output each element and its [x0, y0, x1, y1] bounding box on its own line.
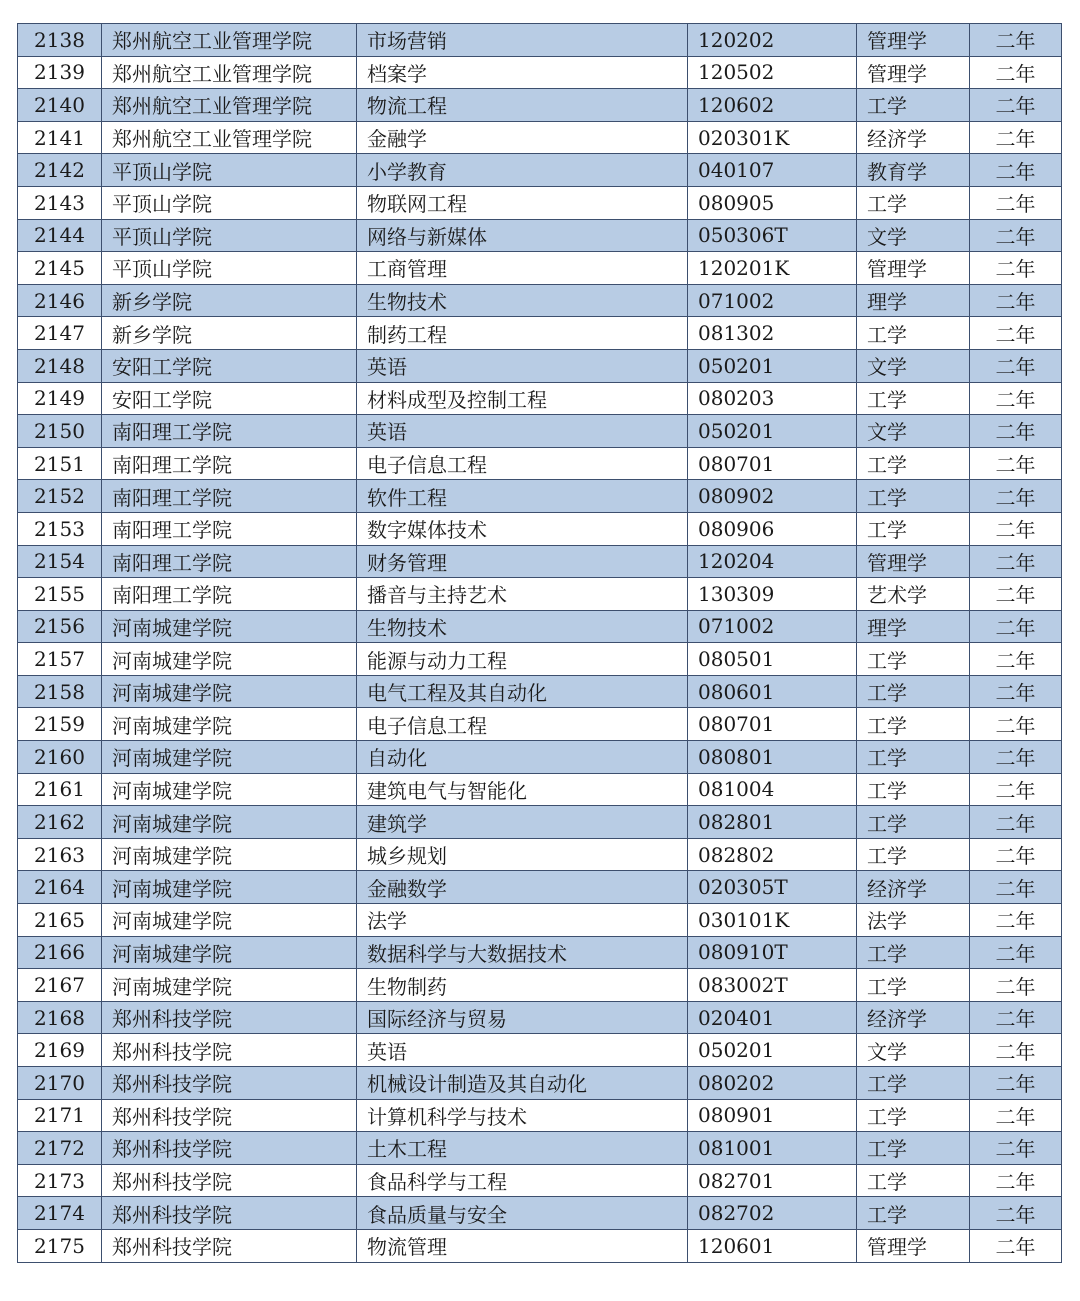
school-name-cell: 平顶山学院: [102, 252, 357, 285]
major-name-cell: 自动化: [357, 741, 688, 774]
major-name-cell: 土木工程: [357, 1132, 688, 1165]
row-number-cell: 2148: [18, 349, 102, 382]
major-code-cell: 080501: [688, 643, 857, 676]
study-years-cell: 二年: [970, 121, 1062, 154]
school-name-cell: 郑州航空工业管理学院: [102, 121, 357, 154]
row-number-cell: 2147: [18, 317, 102, 350]
discipline-cell: 理学: [857, 284, 970, 317]
major-code-cell: 040107: [688, 154, 857, 187]
discipline-cell: 工学: [857, 1099, 970, 1132]
major-code-cell: 020305T: [688, 871, 857, 904]
study-years-cell: 二年: [970, 1001, 1062, 1034]
table-row: [18, 1197, 1062, 1230]
row-number-cell: 2171: [18, 1099, 102, 1132]
row-number-cell: 2145: [18, 252, 102, 285]
table-row: [18, 545, 1062, 578]
school-name-cell: 郑州科技学院: [102, 1197, 357, 1230]
study-years-cell: 二年: [970, 643, 1062, 676]
table-row: [18, 284, 1062, 317]
major-code-cell: 071002: [688, 610, 857, 643]
discipline-cell: 工学: [857, 1164, 970, 1197]
study-years-cell: 二年: [970, 741, 1062, 774]
table-row: [18, 154, 1062, 187]
major-name-cell: 数字媒体技术: [357, 512, 688, 545]
major-name-cell: 城乡规划: [357, 838, 688, 871]
study-years-cell: 二年: [970, 24, 1062, 57]
major-code-cell: 020301K: [688, 121, 857, 154]
table-row: [18, 480, 1062, 513]
row-number-cell: 2141: [18, 121, 102, 154]
row-number-cell: 2167: [18, 969, 102, 1002]
study-years-cell: 二年: [970, 56, 1062, 89]
school-name-cell: 河南城建学院: [102, 741, 357, 774]
discipline-cell: 管理学: [857, 24, 970, 57]
major-name-cell: 小学教育: [357, 154, 688, 187]
study-years-cell: 二年: [970, 904, 1062, 937]
row-number-cell: 2166: [18, 936, 102, 969]
major-code-cell: 082801: [688, 806, 857, 839]
major-name-cell: 网络与新媒体: [357, 219, 688, 252]
major-code-cell: 050306T: [688, 219, 857, 252]
school-name-cell: 郑州科技学院: [102, 1132, 357, 1165]
school-name-cell: 河南城建学院: [102, 838, 357, 871]
study-years-cell: 二年: [970, 578, 1062, 611]
discipline-cell: 工学: [857, 708, 970, 741]
major-code-cell: 080601: [688, 675, 857, 708]
row-number-cell: 2163: [18, 838, 102, 871]
discipline-cell: 管理学: [857, 56, 970, 89]
major-code-cell: 082701: [688, 1164, 857, 1197]
discipline-cell: 工学: [857, 512, 970, 545]
major-name-cell: 英语: [357, 1034, 688, 1067]
study-years-cell: 二年: [970, 1229, 1062, 1262]
major-name-cell: 档案学: [357, 56, 688, 89]
major-code-cell: 080905: [688, 186, 857, 219]
major-code-cell: 080701: [688, 447, 857, 480]
major-name-cell: 电气工程及其自动化: [357, 675, 688, 708]
discipline-cell: 工学: [857, 741, 970, 774]
table-row: [18, 708, 1062, 741]
major-code-cell: 050201: [688, 349, 857, 382]
major-code-cell: 120502: [688, 56, 857, 89]
study-years-cell: 二年: [970, 89, 1062, 122]
table-row: [18, 1067, 1062, 1100]
school-name-cell: 郑州科技学院: [102, 1164, 357, 1197]
study-years-cell: 二年: [970, 806, 1062, 839]
table-row: [18, 1132, 1062, 1165]
row-number-cell: 2149: [18, 382, 102, 415]
major-name-cell: 国际经济与贸易: [357, 1001, 688, 1034]
study-years-cell: 二年: [970, 382, 1062, 415]
school-name-cell: 新乡学院: [102, 317, 357, 350]
table-row: [18, 415, 1062, 448]
row-number-cell: 2174: [18, 1197, 102, 1230]
major-name-cell: 生物制药: [357, 969, 688, 1002]
study-years-cell: 二年: [970, 708, 1062, 741]
table-row: [18, 904, 1062, 937]
discipline-cell: 文学: [857, 1034, 970, 1067]
school-name-cell: 河南城建学院: [102, 871, 357, 904]
study-years-cell: 二年: [970, 186, 1062, 219]
study-years-cell: 二年: [970, 1034, 1062, 1067]
major-code-cell: 080801: [688, 741, 857, 774]
major-name-cell: 软件工程: [357, 480, 688, 513]
table-row: [18, 1099, 1062, 1132]
school-name-cell: 郑州科技学院: [102, 1099, 357, 1132]
school-name-cell: 河南城建学院: [102, 936, 357, 969]
school-name-cell: 安阳工学院: [102, 382, 357, 415]
row-number-cell: 2156: [18, 610, 102, 643]
major-name-cell: 数据科学与大数据技术: [357, 936, 688, 969]
table-row: [18, 121, 1062, 154]
discipline-cell: 文学: [857, 219, 970, 252]
discipline-cell: 工学: [857, 838, 970, 871]
discipline-cell: 工学: [857, 382, 970, 415]
row-number-cell: 2168: [18, 1001, 102, 1034]
study-years-cell: 二年: [970, 1197, 1062, 1230]
discipline-cell: 教育学: [857, 154, 970, 187]
major-name-cell: 英语: [357, 349, 688, 382]
major-name-cell: 金融学: [357, 121, 688, 154]
row-number-cell: 2154: [18, 545, 102, 578]
major-name-cell: 工商管理: [357, 252, 688, 285]
discipline-cell: 经济学: [857, 1001, 970, 1034]
discipline-cell: 工学: [857, 447, 970, 480]
major-code-cell: 120202: [688, 24, 857, 57]
row-number-cell: 2153: [18, 512, 102, 545]
discipline-cell: 法学: [857, 904, 970, 937]
major-name-cell: 金融数学: [357, 871, 688, 904]
table-row: [18, 578, 1062, 611]
row-number-cell: 2160: [18, 741, 102, 774]
major-code-cell: 081001: [688, 1132, 857, 1165]
study-years-cell: 二年: [970, 512, 1062, 545]
school-name-cell: 平顶山学院: [102, 186, 357, 219]
table-row: [18, 1164, 1062, 1197]
table-row: [18, 969, 1062, 1002]
major-name-cell: 物联网工程: [357, 186, 688, 219]
discipline-cell: 工学: [857, 1067, 970, 1100]
school-name-cell: 郑州航空工业管理学院: [102, 24, 357, 57]
row-number-cell: 2150: [18, 415, 102, 448]
discipline-cell: 工学: [857, 969, 970, 1002]
discipline-cell: 工学: [857, 186, 970, 219]
discipline-cell: 工学: [857, 936, 970, 969]
table-row: [18, 773, 1062, 806]
discipline-cell: 工学: [857, 675, 970, 708]
major-name-cell: 生物技术: [357, 284, 688, 317]
study-years-cell: 二年: [970, 936, 1062, 969]
table-row: [18, 252, 1062, 285]
table-row: [18, 741, 1062, 774]
school-name-cell: 南阳理工学院: [102, 415, 357, 448]
study-years-cell: 二年: [970, 969, 1062, 1002]
discipline-cell: 经济学: [857, 871, 970, 904]
study-years-cell: 二年: [970, 154, 1062, 187]
major-name-cell: 法学: [357, 904, 688, 937]
row-number-cell: 2140: [18, 89, 102, 122]
school-name-cell: 郑州科技学院: [102, 1229, 357, 1262]
school-name-cell: 河南城建学院: [102, 643, 357, 676]
discipline-cell: 工学: [857, 480, 970, 513]
table-row: [18, 382, 1062, 415]
major-name-cell: 英语: [357, 415, 688, 448]
table-row: [18, 56, 1062, 89]
major-name-cell: 食品质量与安全: [357, 1197, 688, 1230]
major-code-cell: 080701: [688, 708, 857, 741]
major-code-cell: 080906: [688, 512, 857, 545]
table-row: [18, 24, 1062, 57]
program-table-container: [17, 23, 1062, 1263]
table-row: [18, 610, 1062, 643]
school-name-cell: 南阳理工学院: [102, 512, 357, 545]
school-name-cell: 南阳理工学院: [102, 578, 357, 611]
major-code-cell: 080202: [688, 1067, 857, 1100]
discipline-cell: 文学: [857, 349, 970, 382]
row-number-cell: 2152: [18, 480, 102, 513]
study-years-cell: 二年: [970, 219, 1062, 252]
major-name-cell: 物流管理: [357, 1229, 688, 1262]
table-row: [18, 512, 1062, 545]
row-number-cell: 2162: [18, 806, 102, 839]
study-years-cell: 二年: [970, 415, 1062, 448]
study-years-cell: 二年: [970, 610, 1062, 643]
row-number-cell: 2155: [18, 578, 102, 611]
major-code-cell: 080203: [688, 382, 857, 415]
major-name-cell: 计算机科学与技术: [357, 1099, 688, 1132]
discipline-cell: 工学: [857, 317, 970, 350]
school-name-cell: 南阳理工学院: [102, 480, 357, 513]
school-name-cell: 平顶山学院: [102, 154, 357, 187]
major-code-cell: 081302: [688, 317, 857, 350]
table-row: [18, 349, 1062, 382]
discipline-cell: 工学: [857, 773, 970, 806]
study-years-cell: 二年: [970, 317, 1062, 350]
row-number-cell: 2143: [18, 186, 102, 219]
school-name-cell: 郑州航空工业管理学院: [102, 56, 357, 89]
discipline-cell: 经济学: [857, 121, 970, 154]
discipline-cell: 管理学: [857, 545, 970, 578]
discipline-cell: 理学: [857, 610, 970, 643]
row-number-cell: 2157: [18, 643, 102, 676]
major-code-cell: 120204: [688, 545, 857, 578]
row-number-cell: 2161: [18, 773, 102, 806]
table-row: [18, 1229, 1062, 1262]
row-number-cell: 2138: [18, 24, 102, 57]
study-years-cell: 二年: [970, 1164, 1062, 1197]
major-name-cell: 市场营销: [357, 24, 688, 57]
major-name-cell: 建筑电气与智能化: [357, 773, 688, 806]
row-number-cell: 2158: [18, 675, 102, 708]
major-name-cell: 制药工程: [357, 317, 688, 350]
row-number-cell: 2151: [18, 447, 102, 480]
table-row: [18, 186, 1062, 219]
table-row: [18, 936, 1062, 969]
major-code-cell: 080910T: [688, 936, 857, 969]
major-code-cell: 082702: [688, 1197, 857, 1230]
study-years-cell: 二年: [970, 773, 1062, 806]
row-number-cell: 2146: [18, 284, 102, 317]
major-name-cell: 物流工程: [357, 89, 688, 122]
school-name-cell: 河南城建学院: [102, 969, 357, 1002]
major-code-cell: 030101K: [688, 904, 857, 937]
school-name-cell: 郑州科技学院: [102, 1034, 357, 1067]
table-row: [18, 806, 1062, 839]
row-number-cell: 2164: [18, 871, 102, 904]
school-name-cell: 河南城建学院: [102, 675, 357, 708]
row-number-cell: 2144: [18, 219, 102, 252]
major-code-cell: 081004: [688, 773, 857, 806]
major-code-cell: 120602: [688, 89, 857, 122]
school-name-cell: 新乡学院: [102, 284, 357, 317]
major-code-cell: 050201: [688, 415, 857, 448]
major-name-cell: 建筑学: [357, 806, 688, 839]
discipline-cell: 管理学: [857, 1229, 970, 1262]
table-row: [18, 643, 1062, 676]
study-years-cell: 二年: [970, 838, 1062, 871]
school-name-cell: 南阳理工学院: [102, 545, 357, 578]
major-name-cell: 机械设计制造及其自动化: [357, 1067, 688, 1100]
major-name-cell: 电子信息工程: [357, 447, 688, 480]
major-name-cell: 财务管理: [357, 545, 688, 578]
school-name-cell: 郑州科技学院: [102, 1067, 357, 1100]
school-name-cell: 河南城建学院: [102, 773, 357, 806]
table-body: [18, 24, 1062, 1263]
school-name-cell: 河南城建学院: [102, 806, 357, 839]
major-code-cell: 120601: [688, 1229, 857, 1262]
study-years-cell: 二年: [970, 480, 1062, 513]
school-name-cell: 南阳理工学院: [102, 447, 357, 480]
row-number-cell: 2139: [18, 56, 102, 89]
major-name-cell: 生物技术: [357, 610, 688, 643]
discipline-cell: 工学: [857, 1197, 970, 1230]
study-years-cell: 二年: [970, 1132, 1062, 1165]
table-row: [18, 317, 1062, 350]
major-name-cell: 能源与动力工程: [357, 643, 688, 676]
row-number-cell: 2169: [18, 1034, 102, 1067]
table-row: [18, 89, 1062, 122]
discipline-cell: 工学: [857, 643, 970, 676]
school-name-cell: 郑州航空工业管理学院: [102, 89, 357, 122]
major-code-cell: 080902: [688, 480, 857, 513]
program-table: [17, 23, 1062, 1263]
row-number-cell: 2165: [18, 904, 102, 937]
study-years-cell: 二年: [970, 349, 1062, 382]
school-name-cell: 郑州科技学院: [102, 1001, 357, 1034]
row-number-cell: 2159: [18, 708, 102, 741]
discipline-cell: 工学: [857, 89, 970, 122]
study-years-cell: 二年: [970, 252, 1062, 285]
row-number-cell: 2142: [18, 154, 102, 187]
major-code-cell: 083002T: [688, 969, 857, 1002]
major-code-cell: 120201K: [688, 252, 857, 285]
major-code-cell: 071002: [688, 284, 857, 317]
study-years-cell: 二年: [970, 675, 1062, 708]
discipline-cell: 工学: [857, 1132, 970, 1165]
school-name-cell: 平顶山学院: [102, 219, 357, 252]
discipline-cell: 管理学: [857, 252, 970, 285]
major-code-cell: 050201: [688, 1034, 857, 1067]
study-years-cell: 二年: [970, 1099, 1062, 1132]
row-number-cell: 2173: [18, 1164, 102, 1197]
table-row: [18, 219, 1062, 252]
table-row: [18, 838, 1062, 871]
school-name-cell: 安阳工学院: [102, 349, 357, 382]
major-name-cell: 材料成型及控制工程: [357, 382, 688, 415]
study-years-cell: 二年: [970, 1067, 1062, 1100]
school-name-cell: 河南城建学院: [102, 708, 357, 741]
major-name-cell: 播音与主持艺术: [357, 578, 688, 611]
table-row: [18, 871, 1062, 904]
discipline-cell: 艺术学: [857, 578, 970, 611]
major-name-cell: 电子信息工程: [357, 708, 688, 741]
study-years-cell: 二年: [970, 284, 1062, 317]
discipline-cell: 文学: [857, 415, 970, 448]
major-code-cell: 020401: [688, 1001, 857, 1034]
major-code-cell: 082802: [688, 838, 857, 871]
table-row: [18, 1001, 1062, 1034]
row-number-cell: 2170: [18, 1067, 102, 1100]
table-row: [18, 447, 1062, 480]
study-years-cell: 二年: [970, 447, 1062, 480]
discipline-cell: 工学: [857, 806, 970, 839]
table-row: [18, 675, 1062, 708]
table-row: [18, 1034, 1062, 1067]
study-years-cell: 二年: [970, 545, 1062, 578]
school-name-cell: 河南城建学院: [102, 904, 357, 937]
school-name-cell: 河南城建学院: [102, 610, 357, 643]
major-code-cell: 130309: [688, 578, 857, 611]
major-code-cell: 080901: [688, 1099, 857, 1132]
major-name-cell: 食品科学与工程: [357, 1164, 688, 1197]
row-number-cell: 2175: [18, 1229, 102, 1262]
study-years-cell: 二年: [970, 871, 1062, 904]
row-number-cell: 2172: [18, 1132, 102, 1165]
